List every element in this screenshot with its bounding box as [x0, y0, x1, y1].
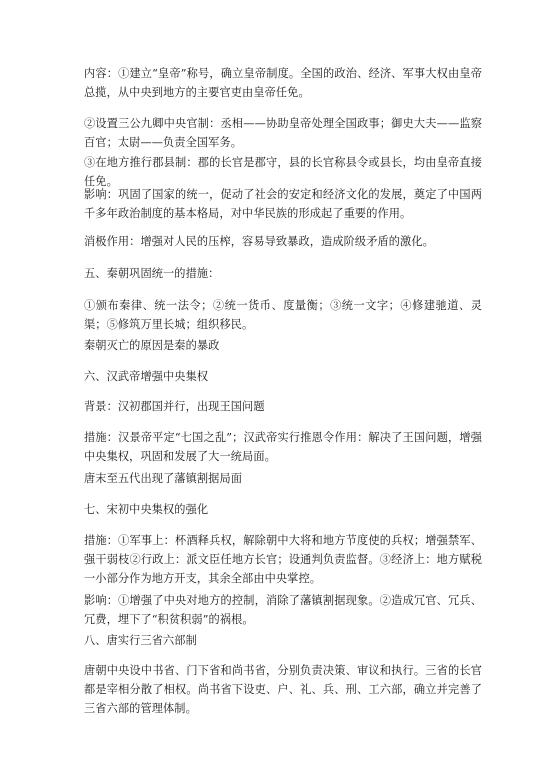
paragraph-background: 背景：汉初郡国并行，出现王国问题 — [84, 400, 265, 413]
section-heading-5: 五、秦朝巩固统一的措施： — [84, 267, 220, 280]
paragraph-measures: ①颁布秦律、统一法令；②统一货币、度量衡；③统一文字；④修建驰道、灵渠；⑤修筑万里长城；组织移民。 — [84, 299, 482, 331]
paragraph-collapse-reason: 秦朝灭亡的原因是秦的暴政 — [84, 339, 220, 352]
section-heading-7: 七、宋初中央集权的强化 — [84, 503, 209, 516]
paragraph-content-1: 内容：①建立“皇帝”称号，确立皇帝制度。全国的政治、经济、军事大权由皇帝总揽，从中央到地方的主要官吏由皇帝任免。 — [84, 67, 482, 99]
paragraph-content-3: ③在地方推行郡县制：郡的长官是郡守，县的长官称县令或县长，均由皇帝直接任免。 — [84, 156, 482, 188]
section-heading-8: 八、唐实行三省六部制 — [84, 634, 197, 647]
paragraph-influence: 影响：巩固了国家的统一，促动了社会的安定和经济文化的发展，奠定了中国两千多年政治制度的基本格局，对中华民族的形成起了重要的作用。 — [84, 188, 482, 220]
paragraph-content-2: ②设置三公九卿中央官制：丞相——协助皇帝处理全国政事；御史大夫——监察百官；太尉——负责全国军务。 — [84, 117, 482, 149]
paragraph-three-departments: 唐朝中央设中书省、门下省和尚书省，分别负责决策、审议和执行。三省的长官都是宰相分散了相权。尚书省下设吏、户、礼、兵、刑、工六部，确立并完善了三省六部的管理体制。 — [84, 664, 482, 715]
paragraph-negative-effect: 消极作用：增强对人民的压榨，容易导致暴政，造成阶级矛盾的激化。 — [84, 235, 434, 248]
paragraph-han-measures: 措施：汉景帝平定“七国之乱”；汉武帝实行推恩令作用：解决了王国问题，增强中央集权，巩固和发展了大一统局面。 — [84, 431, 482, 463]
paragraph-song-influence: 影响：①增强了中央对地方的控制，消除了藩镇割据现象。②造成冗官、冗兵、冗费，埋下了“积贫积弱”的祸根。 — [84, 594, 482, 626]
section-heading-6: 六、汉武帝增强中央集权 — [84, 370, 209, 383]
paragraph-song-measures: 措施：①军事上：杯酒释兵权，解除朝中大将和地方节度使的兵权；增强禁军、强干弱枝②行政上：派文臣任地方长官；设通判负责监督。③经济上：地方赋税一小部分作为地方开支，其余全部由中央掌控。 — [84, 534, 482, 585]
paragraph-tang-end: 唐末至五代出现了藩镇割据局面 — [84, 472, 243, 485]
